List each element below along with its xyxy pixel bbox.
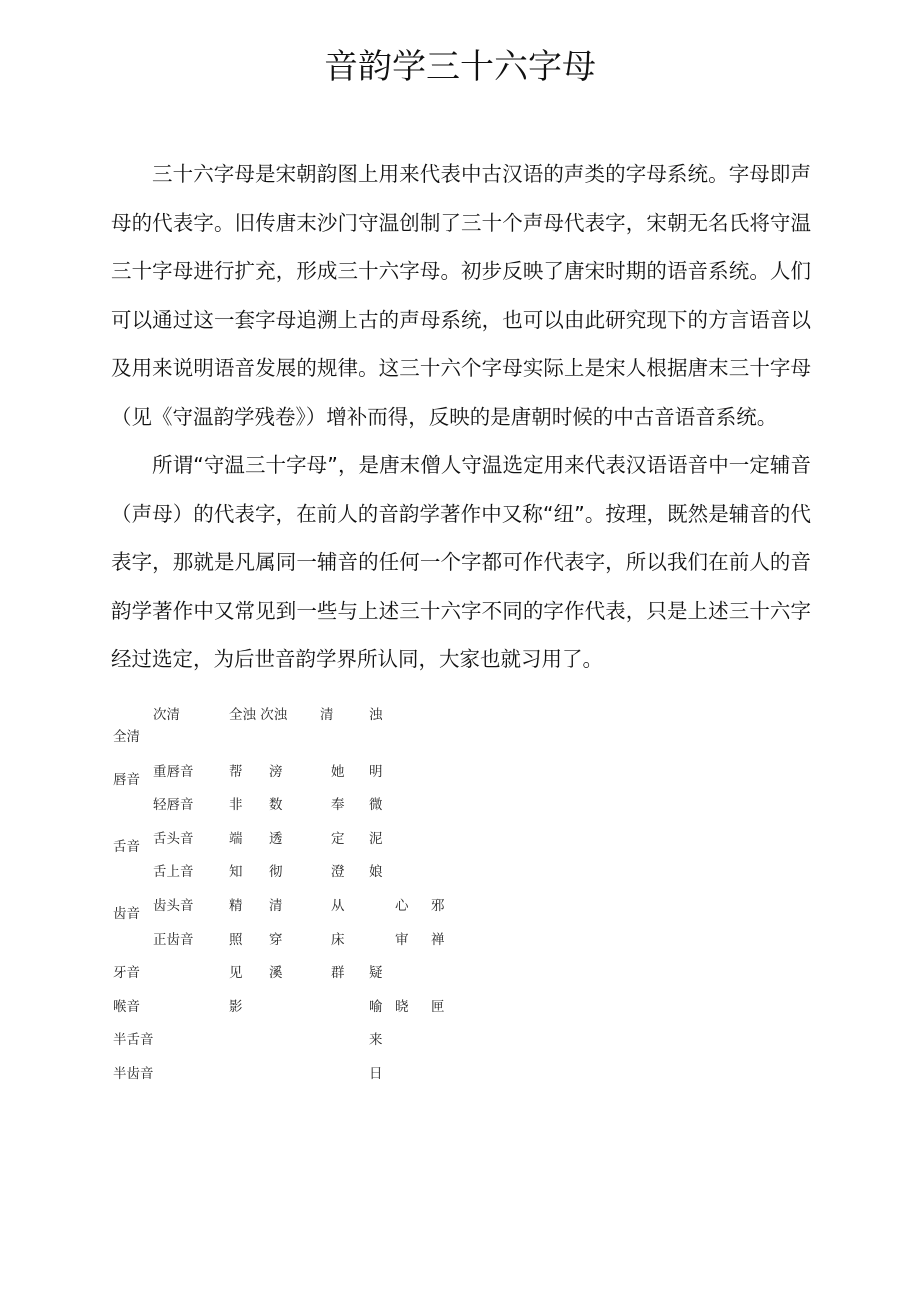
table-cell: 见	[229, 965, 243, 981]
table-cell: 穿	[269, 932, 283, 948]
table-cell: 溪	[269, 965, 283, 981]
table-cell: 定	[331, 831, 345, 847]
table-cell: 非	[229, 797, 243, 813]
table-cell: 她	[331, 764, 345, 780]
table-cell: 禅	[431, 932, 445, 948]
table-cell: 端	[229, 831, 243, 847]
table-cell: 明	[369, 764, 383, 780]
table-cell: 彻	[269, 864, 283, 880]
table-group-label: 半舌音	[113, 1032, 154, 1048]
table-cell: 精	[229, 898, 243, 914]
table-cell: 晓	[395, 999, 409, 1015]
header-zhuo: 浊	[369, 707, 383, 723]
page-title: 音韵学三十六字母	[324, 47, 596, 87]
table-cell: 群	[331, 965, 345, 981]
table-group-label: 唇音	[113, 772, 140, 788]
table-cell: 喻	[369, 999, 383, 1015]
table-subgroup-label: 舌头音	[153, 831, 194, 847]
table-subgroup-label: 齿头音	[153, 898, 194, 914]
table-cell: 日	[369, 1066, 383, 1082]
table-group-label: 齿音	[113, 906, 140, 922]
table-cell: 帮	[229, 764, 243, 780]
table-group-label: 牙音	[113, 965, 140, 981]
table-cell: 从	[331, 898, 345, 914]
table-cell: 疑	[369, 965, 383, 981]
table-cell: 泥	[369, 831, 383, 847]
table-cell: 心	[395, 898, 409, 914]
table-cell: 审	[395, 932, 409, 948]
table-subgroup-label: 重唇音	[153, 764, 194, 780]
table-cell: 透	[269, 831, 283, 847]
header-qing: 清	[320, 707, 334, 723]
table-cell: 滂	[269, 764, 283, 780]
table-cell: 微	[369, 797, 383, 813]
table-cell: 照	[229, 932, 243, 948]
table-cell: 匣	[431, 999, 445, 1015]
table-cell: 奉	[331, 797, 345, 813]
header-quanzhuo-cizhuo: 全浊 次浊	[229, 707, 288, 723]
header-cijing: 次清	[153, 707, 180, 723]
table-group-label: 舌音	[113, 839, 140, 855]
table-group-label: 喉音	[113, 999, 140, 1015]
table-cell: 知	[229, 864, 243, 880]
header-quanqing: 全清	[113, 729, 140, 745]
table-cell: 澄	[331, 864, 345, 880]
paragraph-intro: 三十六字母是宋朝韵图上用来代表中古汉语的声类的字母系统。字母即声母的代表字。旧传唐末沙门守温创制了三十个声母代表字，宋朝无名氏将守温三十字母进行扩充，形成三十六字母。初步反映了唐宋时期的语音系统。人们可以通过这一套字母追溯上古的声母系统，也可以由此研究现下的方言语音以及用来说明语音发展的规律。这三十六个字母实际上是宋人根据唐末三十字母（见《守温韵学残卷》）增补而得，反映的是唐朝时候的中古音语音系统。	[111, 162, 811, 429]
table-cell: 清	[269, 898, 283, 914]
table-subgroup-label: 舌上音	[153, 864, 194, 880]
table-cell: 娘	[369, 864, 383, 880]
table-subgroup-label: 正齿音	[153, 932, 194, 948]
paragraph-shouwen: 所谓“守温三十字母”，是唐末僧人守温选定用来代表汉语语音中一定辅音（声母）的代表字，在前人的音韵学著作中又称“纽”。按理，既然是辅音的代表字，那就是凡属同一辅音的任何一个字都可作代表字，所以我们在前人的音韵学著作中又常见到一些与上述三十六字不同的字作代表，只是上述三十六字经过选定，为后世音韵学界所认同，大家也就习用了。	[111, 453, 811, 672]
table-group-label: 半齿音	[113, 1066, 154, 1082]
table-cell: 邪	[431, 898, 445, 914]
table-cell: 影	[229, 999, 243, 1015]
table-subgroup-label: 轻唇音	[153, 797, 194, 813]
table-cell: 床	[331, 932, 345, 948]
table-cell: 数	[269, 797, 283, 813]
table-cell: 来	[369, 1032, 383, 1048]
